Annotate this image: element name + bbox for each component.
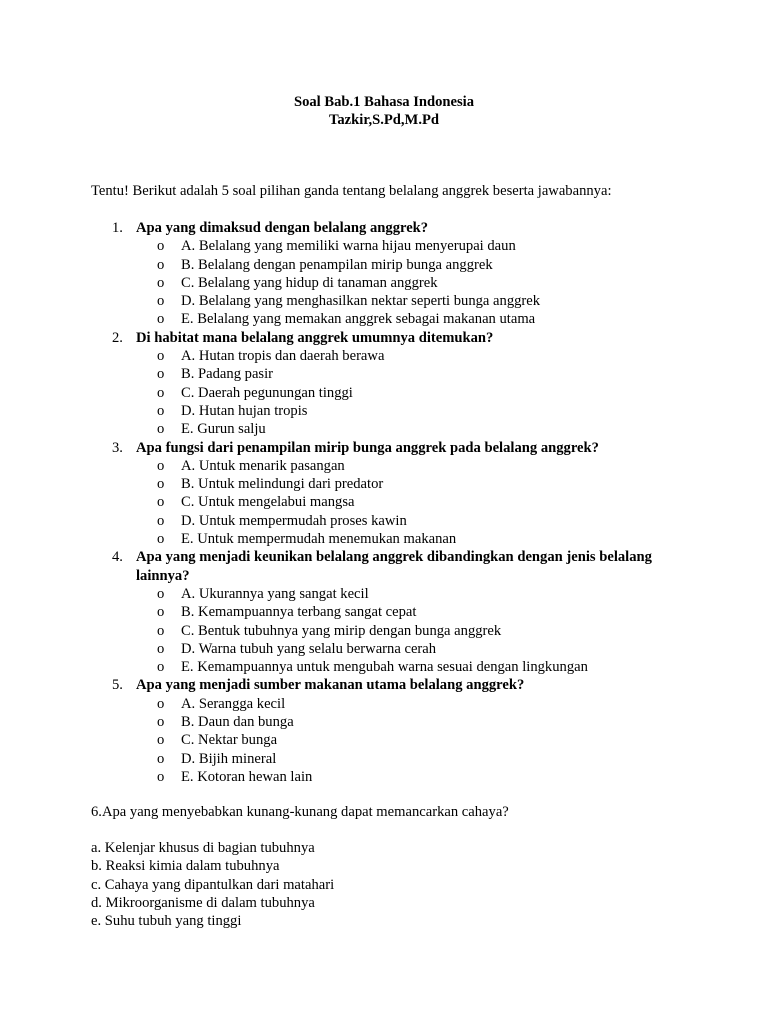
bullet-icon: o — [157, 659, 165, 676]
answer-option-text: E. Belalang yang memakan anggrek sebagai makanan utama — [181, 311, 536, 328]
answer-option — [0, 512, 768, 530]
answer-option — [0, 493, 768, 511]
answer-option — [0, 347, 768, 365]
bullet-icon: o — [157, 585, 165, 602]
answer-option-text: E. Kotoran hewan lain — [181, 768, 313, 785]
bullet-icon: o — [157, 714, 165, 731]
question-number: 1. — [112, 220, 123, 236]
question-number: 2. — [112, 329, 123, 346]
bullet-icon: o — [157, 494, 165, 511]
question-number: 3. — [112, 439, 123, 456]
answer-option-text: D. Warna tubuh yang selalu berwarna cerah — [181, 640, 437, 657]
bullet-icon: o — [157, 402, 165, 419]
bullet-icon: o — [157, 732, 165, 749]
bullet-icon: o — [157, 293, 165, 310]
answer-option — [0, 292, 768, 310]
question-6-option: b. Reaksi kimia dalam tubuhnya — [91, 858, 280, 875]
question-text: Apa fungsi dari penampilan mirip bunga anggrek pada belalang anggrek? — [136, 439, 599, 456]
answer-option-text: E. Kemampuannya untuk mengubah warna sesuai dengan lingkungan — [181, 659, 588, 676]
answer-option — [0, 731, 768, 749]
answer-option — [0, 420, 768, 438]
bullet-icon: o — [157, 457, 165, 474]
answer-option-text: B. Untuk melindungi dari predator — [181, 476, 384, 493]
question-text: Apa yang dimaksud dengan belalang anggrek? — [136, 220, 429, 236]
answer-option — [0, 695, 768, 713]
document-title: Soal Bab.1 Bahasa Indonesia — [293, 94, 475, 110]
answer-option-text: C. Daerah pegunungan tinggi — [181, 384, 353, 401]
answer-option-text: B. Belalang dengan penampilan mirip bunga anggrek — [181, 256, 493, 273]
bullet-icon: o — [157, 604, 165, 621]
answer-option — [0, 768, 768, 786]
answer-option-text: A. Untuk menarik pasangan — [181, 457, 345, 474]
bullet-icon: o — [157, 274, 165, 291]
answer-option — [0, 365, 768, 383]
bullet-icon: o — [157, 421, 165, 438]
bullet-icon: o — [157, 640, 165, 657]
question-1 — [0, 219, 676, 237]
bullet-icon: o — [157, 238, 165, 255]
answer-option-text: A. Hutan tropis dan daerah berawa — [181, 348, 385, 365]
answer-option — [0, 585, 768, 603]
answer-option-text: B. Daun dan bunga — [181, 714, 294, 731]
bullet-icon: o — [157, 348, 165, 365]
answer-option — [0, 640, 768, 658]
question-6-options — [91, 839, 334, 930]
intro-paragraph: Tentu! Berikut adalah 5 soal pilihan ganda tentang belalang anggrek beserta jawabannya: — [91, 183, 612, 199]
answer-option — [0, 237, 768, 255]
answer-option-text: D. Belalang yang menghasilkan nektar seperti bunga anggrek — [181, 293, 541, 310]
answer-option — [0, 475, 768, 493]
answer-option-text: D. Hutan hujan tropis — [181, 402, 308, 419]
answer-option — [0, 384, 768, 402]
question-text: Di habitat mana belalang anggrek umumnya ditemukan? — [136, 329, 494, 346]
answer-option — [0, 457, 768, 475]
question-5 — [0, 676, 676, 694]
answer-option — [0, 310, 768, 328]
answer-option — [0, 402, 768, 420]
answer-option-text: B. Kemampuannya terbang sangat cepat — [181, 604, 417, 621]
answer-option-text: E. Untuk mempermudah menemukan makanan — [181, 531, 457, 548]
bullet-icon: o — [157, 256, 165, 273]
answer-option — [0, 713, 768, 731]
question-6-option: d. Mikroorganisme di dalam tubuhnya — [91, 894, 315, 911]
answer-option — [0, 750, 768, 768]
document-author: Tazkir,S.Pd,M.Pd — [328, 112, 440, 129]
bullet-icon: o — [157, 622, 165, 639]
answer-option-text: D. Untuk mempermudah proses kawin — [181, 512, 407, 529]
answer-option-text: C. Nektar bunga — [181, 732, 278, 749]
question-list — [0, 219, 768, 786]
bullet-icon: o — [157, 384, 165, 401]
question-6-option: c. Cahaya yang dipantulkan dari matahari — [91, 876, 335, 893]
question-6-option: a. Kelenjar khusus di bagian tubuhnya — [91, 840, 315, 856]
question-6-text: 6.Apa yang menyebabkan kunang-kunang dapat memancarkan cahaya? — [91, 804, 509, 820]
answer-option-text: D. Bijih mineral — [181, 750, 277, 767]
answer-option-text: E. Gurun salju — [181, 421, 266, 438]
bullet-icon: o — [157, 476, 165, 493]
answer-option-text: A. Ukurannya yang sangat kecil — [181, 585, 369, 602]
answer-option — [0, 603, 768, 621]
answer-option — [0, 658, 768, 676]
bullet-icon: o — [157, 695, 165, 712]
answer-option — [0, 622, 768, 640]
answer-option-text: C. Belalang yang hidup di tanaman anggrek — [181, 274, 438, 291]
question-4 — [0, 548, 676, 585]
question-number: 5. — [112, 677, 123, 694]
answer-option-text: C. Untuk mengelabui mangsa — [181, 494, 355, 511]
bullet-icon: o — [157, 768, 165, 785]
answer-option-text: B. Padang pasir — [181, 366, 274, 383]
question-2 — [0, 329, 676, 347]
answer-option — [0, 274, 768, 292]
bullet-icon: o — [157, 366, 165, 383]
answer-option-text: C. Bentuk tubuhnya yang mirip dengan bunga anggrek — [181, 622, 502, 639]
bullet-icon: o — [157, 512, 165, 529]
question-number: 4. — [112, 549, 123, 566]
question-text: Apa yang menjadi keunikan belalang anggrek dibandingkan dengan jenis belalang lainnya? — [136, 549, 652, 584]
document-header — [0, 93, 768, 130]
bullet-icon: o — [157, 531, 165, 548]
answer-option — [0, 530, 768, 548]
answer-option — [0, 256, 768, 274]
answer-option-text: A. Serangga kecil — [181, 695, 286, 712]
question-text: Apa yang menjadi sumber makanan utama belalang anggrek? — [136, 677, 525, 694]
bullet-icon: o — [157, 311, 165, 328]
bullet-icon: o — [157, 750, 165, 767]
question-6-option: e. Suhu tubuh yang tinggi — [91, 913, 242, 930]
question-3 — [0, 439, 676, 457]
answer-option-text: A. Belalang yang memiliki warna hijau menyerupai daun — [181, 238, 516, 255]
